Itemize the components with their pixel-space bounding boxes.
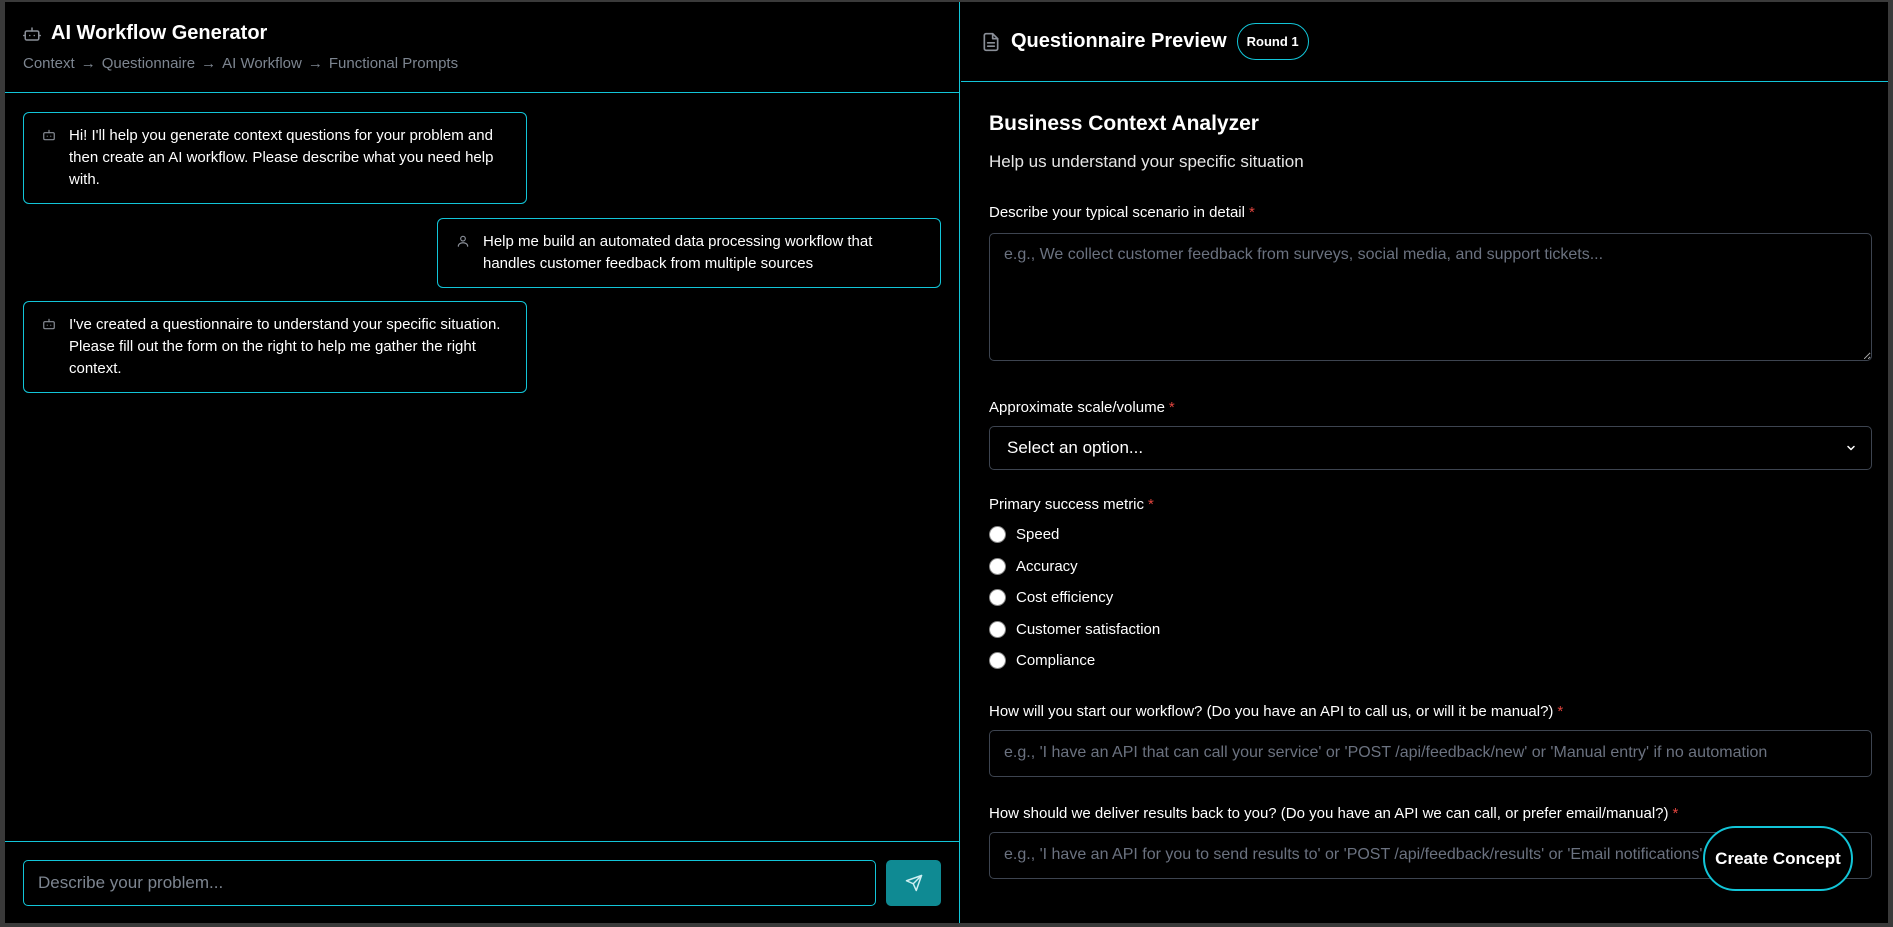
radio-button[interactable] (989, 589, 1006, 606)
question-start-workflow (989, 703, 1872, 777)
app-title: AI Workflow Generator (51, 22, 268, 44)
breadcrumb-item: Functional Prompts (328, 55, 459, 72)
message-text: Help me build an automated data processing workflow that handles customer feedback from multiple sources (483, 233, 873, 272)
round-badge: Round 1 (1237, 23, 1309, 60)
question-metric (989, 496, 1872, 677)
bot-icon (42, 316, 56, 338)
message-text: I've created a questionnaire to understand your specific situation. Please fill out the form on the right to help me gather the right context. (69, 316, 501, 377)
radio-label: Cost efficiency (1016, 589, 1114, 607)
send-icon (905, 874, 923, 892)
assistant-message (23, 112, 527, 204)
problem-input[interactable] (23, 860, 876, 906)
chat-messages (5, 94, 959, 841)
questionnaire-form (989, 112, 1872, 879)
required-marker: * (1168, 399, 1175, 416)
field-label: Describe your typical scenario in detail (989, 204, 1245, 221)
radio-button[interactable] (989, 621, 1006, 638)
panel-title: Questionnaire Preview (1011, 30, 1227, 52)
breadcrumb-item: Context (23, 55, 75, 72)
breadcrumb-separator: → (201, 55, 217, 72)
field-label: How should we deliver results back to you? (Do you have an API we can call, or prefer email/manual?) (989, 804, 1669, 822)
radio-option-accuracy[interactable] (989, 551, 1872, 583)
scale-select[interactable] (989, 426, 1872, 470)
bot-icon (23, 25, 41, 43)
breadcrumb-separator: → (307, 55, 323, 72)
field-label: Primary success metric (989, 496, 1145, 513)
required-marker: * (1148, 496, 1154, 513)
radio-option-cost-efficiency[interactable] (989, 582, 1872, 614)
chevron-down-icon (1845, 442, 1857, 454)
breadcrumb (23, 55, 941, 72)
bot-icon (42, 127, 56, 149)
create-concept-button[interactable]: Create Concept (1703, 826, 1853, 891)
radio-button[interactable] (989, 652, 1006, 669)
radio-option-compliance[interactable] (989, 645, 1872, 677)
user-message (437, 218, 941, 288)
select-value: Select an option... (1007, 438, 1144, 457)
field-label: Approximate scale/volume (989, 399, 1165, 416)
questionnaire-header (961, 2, 1888, 82)
radio-button[interactable] (989, 526, 1006, 543)
breadcrumb-item: AI Workflow (222, 55, 302, 72)
radio-button[interactable] (989, 558, 1006, 575)
radio-label: Customer satisfaction (1016, 620, 1161, 638)
form-subtitle: Help us understand your specific situation (989, 152, 1304, 171)
chat-header (5, 2, 959, 93)
chat-composer (5, 841, 959, 923)
form-heading: Business Context Analyzer (989, 112, 1259, 135)
radio-label: Speed (1016, 526, 1060, 544)
scenario-textarea[interactable] (989, 233, 1872, 361)
message-text: Hi! I'll help you generate context questions for your problem and then create an AI workflow. Please describe what you need help with. (69, 127, 494, 188)
user-icon (456, 233, 470, 255)
breadcrumb-separator: → (80, 55, 96, 72)
document-icon (981, 31, 1001, 53)
required-marker: * (1557, 702, 1564, 720)
required-marker: * (1672, 804, 1679, 822)
start-workflow-input[interactable] (989, 730, 1872, 777)
question-scenario (989, 204, 1872, 366)
radio-label: Compliance (1016, 652, 1096, 670)
radio-option-customer-satisfaction[interactable] (989, 614, 1872, 646)
breadcrumb-item: Questionnaire (101, 55, 196, 72)
field-label: How will you start our workflow? (Do you have an API to call us, or will it be manual?) (989, 702, 1554, 720)
send-button[interactable] (886, 860, 941, 906)
radio-label: Accuracy (1016, 557, 1078, 575)
questionnaire-panel (961, 2, 1888, 923)
chat-panel (5, 2, 960, 923)
assistant-message (23, 301, 527, 393)
question-scale (989, 399, 1872, 470)
required-marker: * (1248, 204, 1255, 221)
radio-option-speed[interactable] (989, 519, 1872, 551)
